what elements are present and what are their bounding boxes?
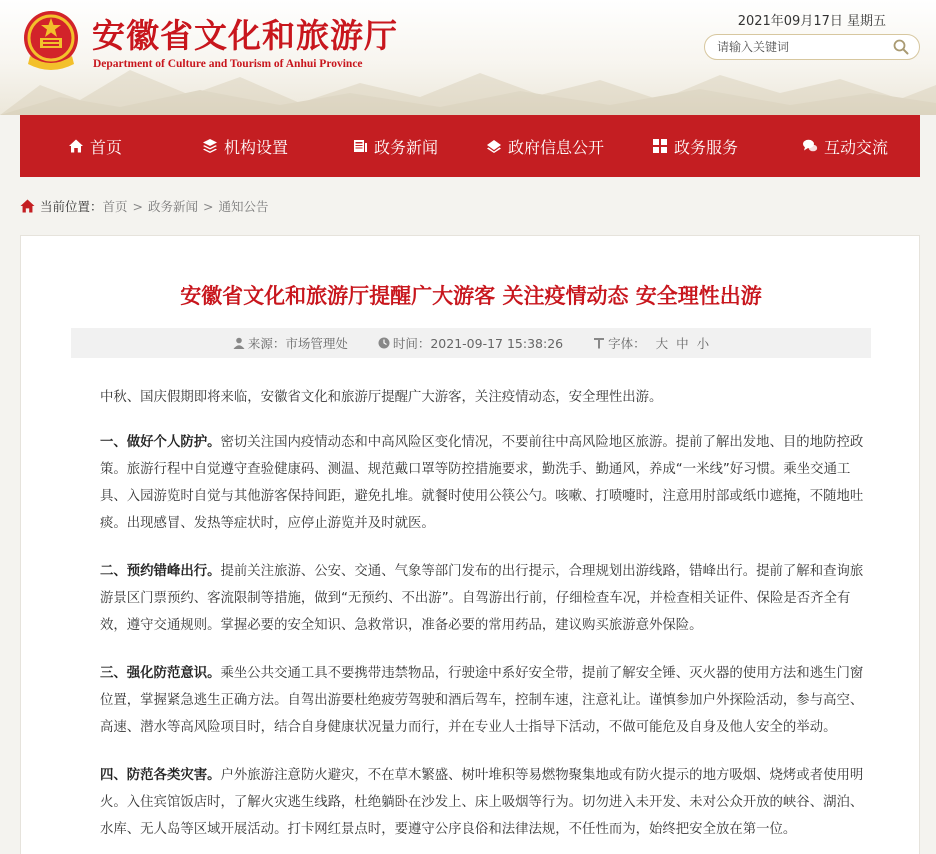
section-text: 提前关注旅游、公安、交通、气象等部门发布的出行提示，合理规划出游线路，错峰出行。提前了解和查询旅游景区门票预约、客流限制等措施，做到“无预约、不出游”。自驾游出行前，仔细检查车况，并检查相关证件、保险是否齐全有效，遵守交通规则。掌握必要的安全知识、急救常识，准备必要的常用药品，建议购买旅游意外保险。 <box>100 564 864 633</box>
breadcrumb-label: 当前位置： <box>40 199 103 214</box>
article-lead <box>100 384 870 411</box>
site-title-english: Department of Culture and Tourism of Anhui Province <box>93 58 363 70</box>
font-size-medium[interactable]: 中 <box>676 336 689 351</box>
lead-text: 中秋、国庆假期即将来临，安徽省文化和旅游厅提醒广大游客，关注疫情动态，安全理性出游。 <box>100 390 663 405</box>
text-size-icon <box>593 337 605 349</box>
section-heading: 三、强化防范意识。 <box>100 666 221 681</box>
breadcrumb-link-news[interactable]: 政务新闻 <box>148 199 199 214</box>
nav-item-interaction[interactable] <box>770 115 920 177</box>
font-size-label: 字体： <box>608 336 646 351</box>
nav-item-label: 政府信息公开 <box>507 137 604 157</box>
article-title: 安徽省文化和旅游厅提醒广大游客 关注疫情动态 安全理性出游 <box>180 284 762 308</box>
main-nav <box>20 115 920 177</box>
section-text: 乘坐公共交通工具不要携带违禁物品，行驶途中系好安全带，提前了解安全锤、灭火器的使用方法和逃生门窗位置，掌握紧急逃生正确方法。自驾出游要杜绝疲劳驾驶和酒后驾车，控制车速，注意礼让。谨慎参加户外探险活动，参与高空、高速、潜水等高风险项目时，结合自身健康状况量力而行，并在专业人士指导下活动，不做可能危及自身及他人安全的举动。 <box>100 666 864 735</box>
article-section <box>100 558 870 639</box>
nav-item-home[interactable] <box>20 115 170 177</box>
nav-item-label: 首页 <box>89 137 122 157</box>
section-text: 密切关注国内疫情动态和中高风险区变化情况，不要前往中高风险地区旅游。提前了解出发地、目的地防控政策。旅游行程中自觉遵守查验健康码、测温、规范戴口罩等防控措施要求，勤洗手、勤通风，养成“一米线”好习惯。乘坐交通工具、入园游览时自觉与其他游客保持间距，避免扎堆。就餐时使用公筷公勺。咳嗽、打喷嚏时，注意用肘部或纸巾遮掩，不随地吐痰。出现感冒、发热等症状时，应停止游览并及时就医。 <box>100 435 864 531</box>
breadcrumb-separator: > <box>132 198 144 214</box>
chat-icon <box>802 138 818 154</box>
breadcrumb <box>20 197 269 215</box>
search-box[interactable] <box>704 34 920 60</box>
nav-item-label: 互动交流 <box>823 137 888 157</box>
article-card <box>20 235 920 854</box>
font-size-small[interactable]: 小 <box>696 336 710 351</box>
article-section <box>100 429 870 537</box>
article-time-text: 时间：2021-09-17 15:38:26 <box>392 336 564 351</box>
search-icon[interactable] <box>893 39 909 55</box>
section-heading: 二、预约错峰出行。 <box>100 564 221 579</box>
article-source <box>233 334 348 352</box>
clock-icon <box>378 337 390 349</box>
national-emblem-icon <box>20 8 82 74</box>
font-size-large[interactable]: 大 <box>655 336 669 351</box>
diamond-icon <box>486 138 502 154</box>
layers-icon <box>202 138 218 154</box>
site-header <box>0 0 936 115</box>
current-date: 2021年09月17日 星期五 <box>737 14 886 29</box>
article-body <box>100 384 870 854</box>
article-time <box>378 334 563 352</box>
search-input[interactable] <box>717 38 887 56</box>
grid-icon <box>652 138 668 154</box>
font-size-control <box>593 334 709 352</box>
user-icon <box>233 337 245 349</box>
nav-item-gov-info[interactable] <box>470 115 620 177</box>
article-source-text: 来源：市场管理处 <box>247 336 348 351</box>
home-icon <box>20 199 35 213</box>
article-section <box>100 762 870 843</box>
nav-item-label: 政务新闻 <box>373 137 438 157</box>
breadcrumb-link-home[interactable]: 首页 <box>102 199 128 214</box>
nav-item-label: 政务服务 <box>673 137 738 157</box>
section-heading: 一、做好个人防护。 <box>100 435 221 450</box>
site-title: 安徽省文化和旅游厅 <box>92 16 398 55</box>
article-section <box>100 660 870 741</box>
breadcrumb-link-notice[interactable]: 通知公告 <box>218 199 269 214</box>
nav-item-services[interactable] <box>620 115 770 177</box>
nav-item-label: 机构设置 <box>223 137 288 157</box>
nav-item-news[interactable] <box>320 115 470 177</box>
section-text: 户外旅游注意防火避灾，不在草木繁盛、树叶堆积等易燃物聚集地或有防火提示的地方吸烟、烧烤或者使用明火。入住宾馆饭店时，了解火灾逃生线路，杜绝躺卧在沙发上、床上吸烟等行为。切勿进入未开发、未对公众开放的峡谷、湖泊、水库、无人岛等区域开展活动。打卡网红景点时，要遵守公序良俗和法律法规，不任性而为，始终把安全放在第一位。 <box>100 768 864 837</box>
breadcrumb-separator: > <box>203 198 214 214</box>
newspaper-icon <box>352 138 368 154</box>
article-meta <box>71 328 871 358</box>
home-icon <box>68 138 84 154</box>
nav-item-organization[interactable] <box>170 115 320 177</box>
section-heading: 四、防范各类灾害。 <box>100 768 221 783</box>
